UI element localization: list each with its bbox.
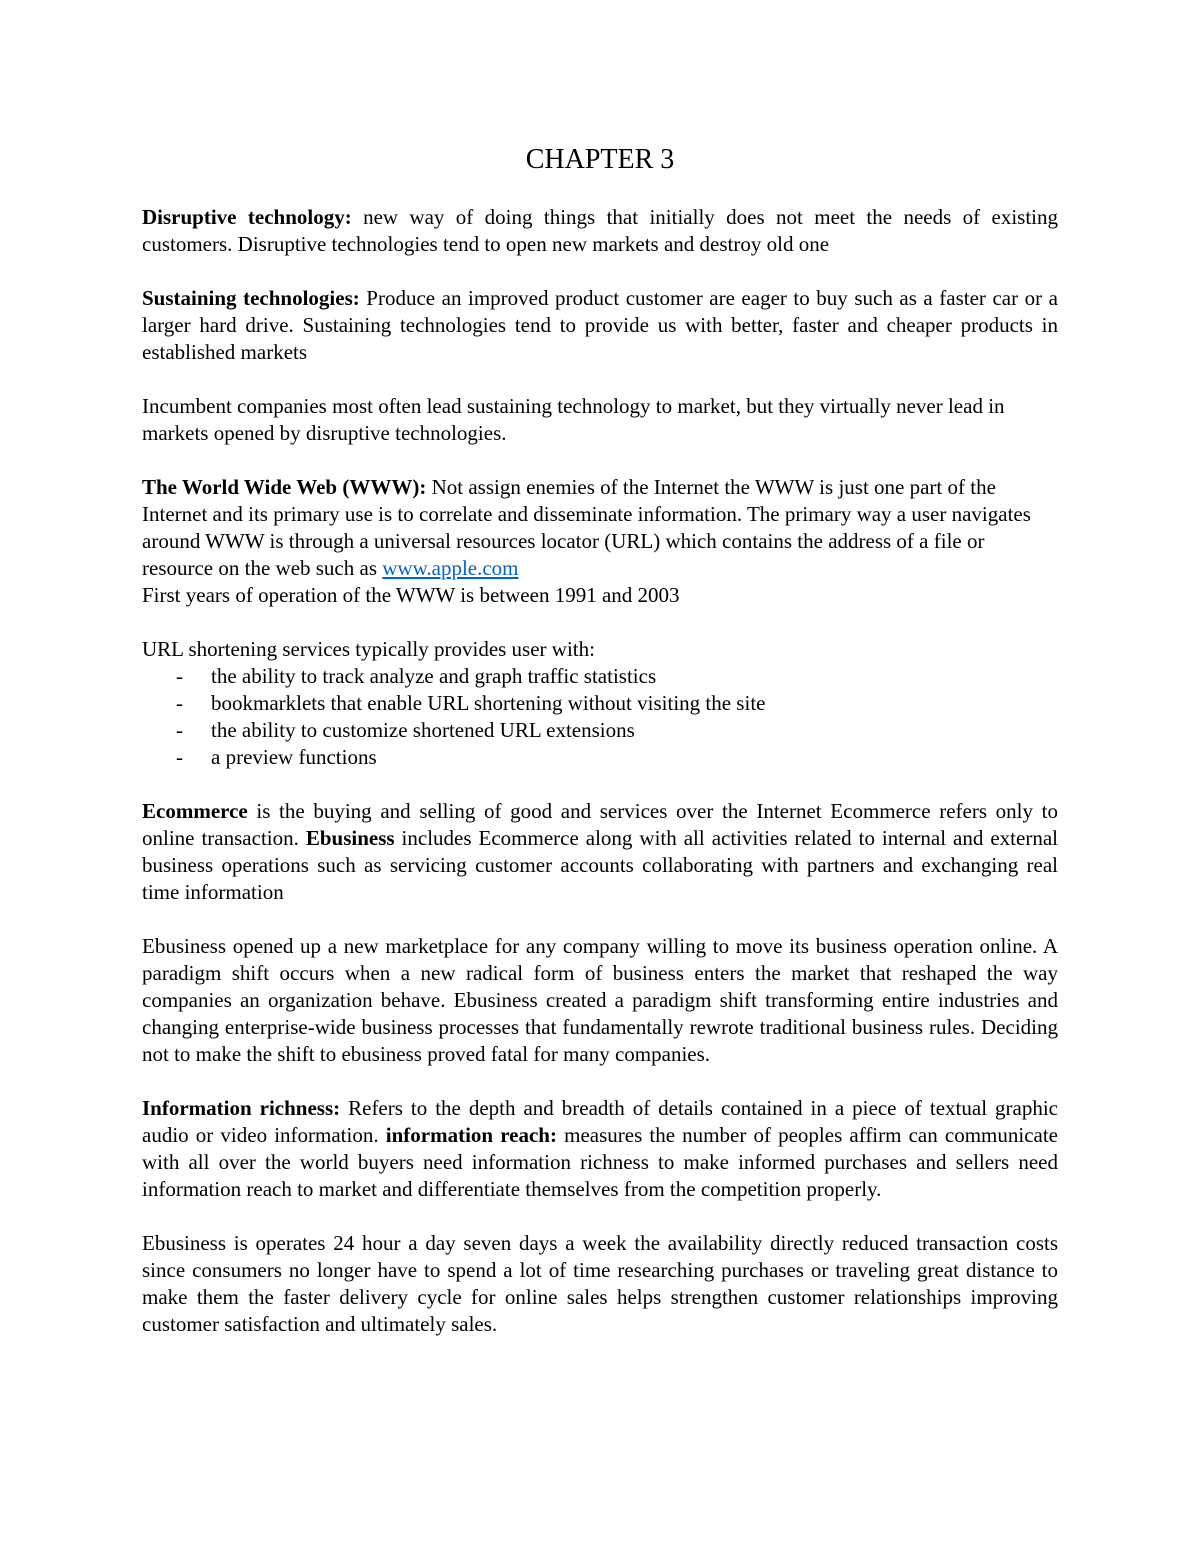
paragraph-world-wide-web: [142, 474, 1058, 582]
paragraph-ecommerce: Ecommerce is the buying and selling of good and services over the Internet Ecommerce refers only to online transaction. Ebusiness includes Ecommerce along with all activities related to internal and external business operations such as servicing customer accounts collaborating with partners and exchanging real time information: [142, 799, 1058, 904]
dash-bullet: -: [176, 691, 183, 715]
list-item: - the ability to customize shortened URL extensions: [176, 718, 635, 742]
url-shortening-list: [142, 663, 1058, 771]
apple-link[interactable]: www.apple.com: [382, 556, 519, 580]
term-disruptive-technology: Disruptive technology:: [142, 205, 352, 229]
term-ecommerce: Ecommerce: [142, 799, 248, 823]
dash-bullet: -: [176, 745, 183, 769]
definition-sustaining-technologies: Produce an improved product customer are eager to buy such as a faster car or a larger hard drive. Sustaining technologies tend to provide us with better, faster and cheaper products in established markets: [142, 286, 1058, 364]
list-item: - the ability to track analyze and graph traffic statistics: [176, 664, 657, 688]
term-information-richness: Information richness:: [142, 1096, 341, 1120]
dash-bullet: -: [176, 718, 183, 742]
paragraph-www-years: First years of operation of the WWW is between 1991 and 2003: [142, 583, 680, 607]
paragraph-ebusiness-availability: Ebusiness is operates 24 hour a day seven days a week the availability directly reduced transaction costs since consumers no longer have to spend a lot of time researching purchases or traveling great distance to make them the faster delivery cycle for online sales helps strengthen customer relationships improving customer satisfaction and ultimately sales.: [142, 1231, 1058, 1336]
url-shortening-intro: URL shortening services typically provides user with:: [142, 637, 595, 661]
page-title: CHAPTER 3: [525, 144, 675, 175]
document-page: [142, 140, 1058, 1365]
paragraph-information-richness: Information richness: Refers to the depth and breadth of details contained in a piece of textual graphic audio or video information. information reach: measures the number of peoples affirm can communicate with all over the world buyers need information richness to make informed purchases and sellers need information reach to market and differentiate themselves from the competition properly.: [142, 1096, 1059, 1201]
paragraph-disruptive-technology: [142, 204, 1058, 258]
paragraph-incumbent-companies: Incumbent companies most often lead sustaining technology to market, but they virtually never lead in markets opened by disruptive technologies.: [142, 394, 1005, 445]
dash-bullet: -: [176, 664, 183, 688]
definition-world-wide-web: Not assign enemies of the Internet the WWW is just one part of the Internet and its primary use is to correlate and disseminate information. The primary way a user navigates around WWW is through a universal resources locator (URL) which contains the address of a file or resource on the web such as: [142, 475, 1031, 580]
list-item: - bookmarklets that enable URL shortening without visiting the site: [176, 691, 766, 715]
term-ebusiness: Ebusiness: [305, 826, 395, 850]
term-information-reach: information reach:: [385, 1123, 557, 1147]
definition-disruptive-technology: new way of doing things that initially does not meet the needs of existing customers. Disruptive technologies tend to open new markets and destroy old one: [142, 205, 1058, 256]
list-item: - a preview functions: [176, 745, 377, 769]
term-world-wide-web: The World Wide Web (WWW):: [142, 475, 427, 499]
paragraph-sustaining-technologies: [142, 285, 1058, 366]
paragraph-ebusiness-paradigm: Ebusiness opened up a new marketplace for any company willing to move its business operation online. A paradigm shift occurs when a new radical form of business enters the market that reshaped the way companies an organization behave. Ebusiness created a paradigm shift transforming entire industries and changing enterprise-wide business processes that fundamentally rewrote traditional business rules. Deciding not to make the shift to ebusiness proved fatal for many companies.: [142, 934, 1058, 1066]
term-sustaining-technologies: Sustaining technologies:: [142, 286, 360, 310]
